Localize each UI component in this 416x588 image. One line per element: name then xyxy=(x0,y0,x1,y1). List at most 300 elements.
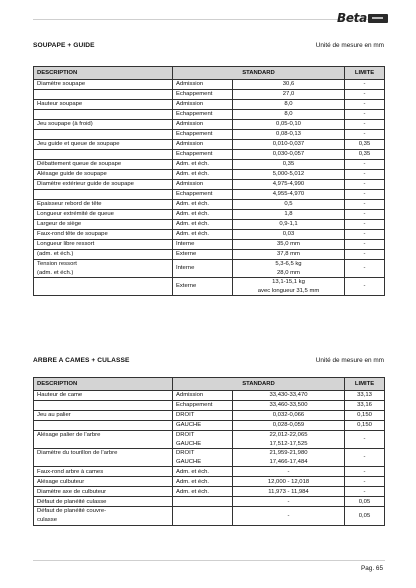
row-limit-value xyxy=(345,220,385,230)
row-condition xyxy=(173,391,233,401)
row-standard-value xyxy=(233,250,345,260)
row-description-line: Défaut de planéité couvre- xyxy=(37,508,107,515)
table-row xyxy=(34,487,385,497)
row-description-line: Jeu soupape (à froid) xyxy=(37,121,93,128)
row-condition xyxy=(173,487,233,497)
row-standard-value xyxy=(233,190,345,200)
row-limit-value-line: - xyxy=(363,181,366,188)
section-title-camshaft: ARBRE A CAMES + CULASSE xyxy=(33,357,130,364)
row-limit-value-line: 33,13 xyxy=(357,392,372,399)
row-condition-line: Adm. et éch. xyxy=(176,171,210,178)
table-header-row xyxy=(34,378,385,391)
row-standard-value-line: 30,6 xyxy=(282,81,295,88)
row-limit-value xyxy=(345,80,385,90)
row-condition xyxy=(173,230,233,240)
row-standard-value xyxy=(233,110,345,120)
row-description-line: Tension ressort xyxy=(37,261,77,267)
row-limit-value-line: - xyxy=(363,161,366,168)
column-header-description: DESCRIPTION xyxy=(34,378,173,391)
row-description xyxy=(34,449,173,467)
row-limit-value xyxy=(345,278,385,296)
row-condition-line: DROIT xyxy=(176,450,195,457)
row-description xyxy=(34,90,173,100)
row-description-line xyxy=(37,421,169,430)
table-row xyxy=(34,431,385,449)
row-limit-value-line: 0,150 xyxy=(357,422,372,429)
row-condition-line: Adm. et éch. xyxy=(176,468,210,475)
row-description-line xyxy=(37,150,169,159)
row-standard-value-line: 4,955-4,970 xyxy=(272,191,305,198)
row-description-line: Largeur de siège xyxy=(37,221,82,228)
row-description xyxy=(34,497,173,507)
row-description xyxy=(34,100,173,110)
row-condition-line: Admission xyxy=(176,81,204,88)
table-row xyxy=(34,467,385,477)
row-standard-value xyxy=(233,278,345,296)
row-condition-line: Admission xyxy=(176,141,204,148)
row-description-line xyxy=(37,110,169,119)
row-limit-value-line: - xyxy=(363,91,366,98)
row-condition-line: GAUCHE xyxy=(176,458,202,465)
row-limit-value-line: - xyxy=(363,221,366,228)
row-limit-value xyxy=(345,160,385,170)
row-limit-value xyxy=(345,449,385,467)
row-condition xyxy=(173,80,233,90)
table-row xyxy=(34,240,385,250)
row-limit-value-line: - xyxy=(363,488,366,495)
row-description-line: Faux-rond tête de soupape xyxy=(37,231,108,238)
row-standard-value-line: 13,1-15,1 kg xyxy=(272,279,305,286)
row-condition xyxy=(173,210,233,220)
row-condition xyxy=(173,240,233,250)
row-condition xyxy=(173,401,233,411)
row-description-line xyxy=(37,401,169,410)
table-row xyxy=(34,160,385,170)
row-standard-value-line: avec longueur 31,5 mm xyxy=(257,287,320,294)
table-row xyxy=(34,230,385,240)
row-condition-line xyxy=(176,498,229,507)
row-description-line: Longueur libre ressort xyxy=(37,241,95,248)
table-row xyxy=(34,250,385,260)
column-header-description: DESCRIPTION xyxy=(34,67,173,80)
section-title-valve: SOUPAPE + GUIDE xyxy=(33,42,95,49)
row-standard-value xyxy=(233,507,345,525)
row-condition-line: Admission xyxy=(176,121,204,128)
row-limit-value-line: 0,35 xyxy=(358,141,371,148)
row-limit-value xyxy=(345,120,385,130)
table-row xyxy=(34,477,385,487)
table-row xyxy=(34,80,385,90)
row-standard-value-line: 21,959-21,980 xyxy=(269,450,308,457)
row-condition xyxy=(173,180,233,190)
row-limit-value-line: - xyxy=(363,231,366,238)
row-limit-value xyxy=(345,130,385,140)
row-condition-line: Adm. et éch. xyxy=(176,211,210,218)
row-limit-value-line: - xyxy=(363,283,366,290)
row-limit-value xyxy=(345,260,385,278)
column-header-standard: STANDARD xyxy=(173,67,345,80)
row-standard-value-line: 0,9-1,1 xyxy=(279,221,298,228)
table-row xyxy=(34,90,385,100)
row-condition-line: Adm. et éch. xyxy=(176,221,210,228)
row-condition-line: Adm. et éch. xyxy=(176,161,210,168)
row-description xyxy=(34,260,173,278)
row-description xyxy=(34,487,173,497)
row-description-line: Diamètre du tourillon de l'arbre xyxy=(37,450,118,457)
row-limit-value-line: - xyxy=(363,241,366,248)
row-limit-value xyxy=(345,497,385,507)
row-standard-value xyxy=(233,467,345,477)
logo-mark-icon xyxy=(368,14,388,23)
row-limit-value xyxy=(345,401,385,411)
row-standard-value-line: 0,030-0,057 xyxy=(272,151,305,158)
row-standard-value-line: 22,012-22,065 xyxy=(269,432,308,438)
row-limit-value-line: - xyxy=(363,436,366,443)
table-row xyxy=(34,110,385,120)
row-description xyxy=(34,130,173,140)
table-row xyxy=(34,100,385,110)
row-condition-line: Interne xyxy=(176,241,195,248)
row-standard-value-line: 17,512-17,525 xyxy=(269,440,308,447)
row-limit-value xyxy=(345,140,385,150)
row-limit-value xyxy=(345,391,385,401)
row-description-line: Jeu guide et queue de soupape xyxy=(37,141,120,148)
row-limit-value xyxy=(345,240,385,250)
row-condition-line: Echappement xyxy=(176,402,213,409)
row-description xyxy=(34,240,173,250)
row-description xyxy=(34,180,173,190)
row-limit-value xyxy=(345,180,385,190)
row-condition-line: Admission xyxy=(176,392,204,399)
table-row xyxy=(34,401,385,411)
row-limit-value-line: - xyxy=(363,468,366,475)
row-standard-value-line: 8,0 xyxy=(284,111,293,118)
row-condition xyxy=(173,497,233,507)
row-limit-value xyxy=(345,487,385,497)
brand-logo xyxy=(337,11,388,25)
row-limit-value xyxy=(345,431,385,449)
camshaft-spec-table xyxy=(33,377,385,526)
footer-rule xyxy=(33,560,385,561)
row-standard-value-line: - xyxy=(287,498,290,505)
row-condition xyxy=(173,250,233,260)
row-condition-line: Adm. et éch. xyxy=(176,488,210,495)
row-description-line: (adm. et éch.) xyxy=(37,269,74,276)
row-condition-line: Adm. et éch. xyxy=(176,231,210,238)
row-standard-value-line: 37,8 mm xyxy=(277,251,300,258)
column-header-standard: STANDARD xyxy=(173,378,345,391)
row-standard-value xyxy=(233,180,345,190)
row-standard-value-line: 0,05-0,10 xyxy=(276,121,301,128)
row-condition xyxy=(173,220,233,230)
row-condition xyxy=(173,477,233,487)
row-condition-line: Externe xyxy=(176,251,197,258)
row-description xyxy=(34,190,173,200)
row-limit-value-line: 0,35 xyxy=(358,151,371,158)
row-standard-value xyxy=(233,240,345,250)
section-unit-camshaft: Unité de mesure en mm xyxy=(315,357,384,364)
row-standard-value-line: 0,5 xyxy=(284,201,293,208)
row-description-line xyxy=(37,190,169,199)
row-standard-value xyxy=(233,80,345,90)
row-description-line: Défaut de planéité culasse xyxy=(37,498,107,505)
table-row xyxy=(34,190,385,200)
row-description xyxy=(34,160,173,170)
row-description-line xyxy=(37,458,169,467)
table-row xyxy=(34,507,385,525)
row-condition xyxy=(173,140,233,150)
table-row xyxy=(34,449,385,467)
row-limit-value xyxy=(345,421,385,431)
row-condition-line: Echappement xyxy=(176,91,213,98)
row-standard-value xyxy=(233,477,345,487)
row-limit-value xyxy=(345,250,385,260)
row-description-line: Diamètre soupape xyxy=(37,81,86,88)
valve-spec-table xyxy=(33,66,385,296)
row-description xyxy=(34,507,173,525)
row-standard-value-line: 4,975-4,990 xyxy=(272,181,305,188)
row-standard-value-line: 0,35 xyxy=(282,161,295,168)
row-standard-value xyxy=(233,411,345,421)
row-limit-value-line: - xyxy=(363,191,366,198)
row-standard-value-line: - xyxy=(287,512,290,519)
row-description xyxy=(34,170,173,180)
row-condition xyxy=(173,200,233,210)
table-row xyxy=(34,391,385,401)
row-standard-value xyxy=(233,230,345,240)
row-standard-value xyxy=(233,210,345,220)
section-unit-valve: Unité de mesure en mm xyxy=(315,42,384,49)
table-row xyxy=(34,210,385,220)
row-standard-value-line: 1,8 xyxy=(284,211,293,218)
row-limit-value xyxy=(345,150,385,160)
row-condition xyxy=(173,120,233,130)
row-standard-value-line: 8,0 xyxy=(284,101,293,108)
row-description xyxy=(34,391,173,401)
row-limit-value-line: - xyxy=(363,251,366,258)
row-description-line xyxy=(37,90,169,99)
row-description-line: Diamètre extérieur guide de soupape xyxy=(37,181,134,188)
row-description-line: culasse xyxy=(37,516,57,523)
row-standard-value-line: 0,08-0,13 xyxy=(276,131,301,138)
row-description-line: Jeu au palier xyxy=(37,412,71,419)
table-row xyxy=(34,120,385,130)
row-standard-value-line: - xyxy=(287,468,290,475)
row-limit-value-line: 0,05 xyxy=(358,512,371,519)
row-description-line: Longueur extrémité de queue xyxy=(37,211,114,218)
row-description-line: (adm. et éch.) xyxy=(37,251,74,258)
logo-text: Beta xyxy=(337,11,367,25)
row-standard-value xyxy=(233,120,345,130)
table-row xyxy=(34,150,385,160)
row-condition xyxy=(173,411,233,421)
row-condition-line: Admission xyxy=(176,181,204,188)
row-description-line: Débattement queue de soupape xyxy=(37,161,122,168)
row-condition xyxy=(173,449,233,467)
row-limit-value-line: - xyxy=(363,454,366,461)
row-standard-value-line: 11,973 - 11,984 xyxy=(268,488,309,495)
row-standard-value xyxy=(233,431,345,449)
row-limit-value xyxy=(345,411,385,421)
row-limit-value-line: - xyxy=(363,265,366,272)
row-limit-value-line: - xyxy=(363,478,366,485)
row-standard-value-line: 33,460-33,500 xyxy=(269,402,308,409)
row-condition-line: Interne xyxy=(176,265,195,272)
table-row xyxy=(34,497,385,507)
row-standard-value xyxy=(233,260,345,278)
row-standard-value-line: 17,466-17,484 xyxy=(269,458,308,465)
row-description xyxy=(34,421,173,431)
row-description xyxy=(34,411,173,421)
row-condition xyxy=(173,170,233,180)
table-row xyxy=(34,220,385,230)
row-limit-value xyxy=(345,507,385,525)
row-description xyxy=(34,477,173,487)
row-description xyxy=(34,120,173,130)
row-limit-value-line: - xyxy=(363,211,366,218)
row-standard-value-line: 12,000 - 12,018 xyxy=(267,478,310,485)
row-limit-value-line: - xyxy=(363,201,366,208)
table-row xyxy=(34,170,385,180)
row-description xyxy=(34,250,173,260)
row-standard-value xyxy=(233,200,345,210)
row-standard-value xyxy=(233,401,345,411)
row-standard-value xyxy=(233,150,345,160)
row-condition-line xyxy=(176,512,229,521)
row-standard-value xyxy=(233,140,345,150)
row-description xyxy=(34,80,173,90)
row-limit-value xyxy=(345,110,385,120)
row-standard-value xyxy=(233,449,345,467)
row-description-line: Alésage culbuteur xyxy=(37,478,85,485)
table-row xyxy=(34,130,385,140)
row-condition-line: Echappement xyxy=(176,191,213,198)
table-row xyxy=(34,421,385,431)
row-condition xyxy=(173,507,233,525)
row-standard-value xyxy=(233,220,345,230)
header-rule xyxy=(33,19,378,20)
row-description xyxy=(34,150,173,160)
row-limit-value xyxy=(345,477,385,487)
row-description-line: Epaisseur rebord de tête xyxy=(37,201,102,208)
row-description-line xyxy=(37,287,169,296)
row-standard-value-line: 35,0 mm xyxy=(277,241,300,248)
row-condition-line: GAUCHE xyxy=(176,440,202,447)
row-condition-line: GAUCHE xyxy=(176,422,202,429)
row-standard-value xyxy=(233,160,345,170)
row-limit-value xyxy=(345,170,385,180)
row-limit-value-line: 33,16 xyxy=(357,402,372,409)
row-standard-value-line: 28,0 mm xyxy=(277,269,300,276)
row-condition-line: Echappement xyxy=(176,131,213,138)
table-row xyxy=(34,260,385,278)
row-description-line xyxy=(37,278,169,287)
row-description xyxy=(34,210,173,220)
row-standard-value xyxy=(233,497,345,507)
row-standard-value xyxy=(233,421,345,431)
row-standard-value xyxy=(233,90,345,100)
table-row xyxy=(34,200,385,210)
row-limit-value-line: 0,05 xyxy=(358,498,371,505)
row-standard-value xyxy=(233,130,345,140)
row-standard-value-line: 0,028-0,059 xyxy=(272,422,305,429)
row-standard-value xyxy=(233,391,345,401)
row-condition-line: Externe xyxy=(176,283,197,290)
row-condition-line: DROIT xyxy=(176,432,195,438)
row-condition xyxy=(173,160,233,170)
row-description-line: Hauteur soupape xyxy=(37,101,83,108)
row-standard-value xyxy=(233,487,345,497)
row-condition xyxy=(173,431,233,449)
table-header-row xyxy=(34,67,385,80)
row-limit-value-line: - xyxy=(363,131,366,138)
row-limit-value xyxy=(345,210,385,220)
row-standard-value xyxy=(233,170,345,180)
row-standard-value-line: 27,0 xyxy=(282,91,295,98)
row-description-line: Hauteur de came xyxy=(37,392,83,399)
row-description xyxy=(34,230,173,240)
row-condition-line: Admission xyxy=(176,101,204,108)
row-limit-value-line: - xyxy=(363,81,366,88)
row-condition-line: Echappement xyxy=(176,151,213,158)
row-description-line: Faux-rond arbre à cames xyxy=(37,468,104,475)
row-limit-value xyxy=(345,100,385,110)
table-row xyxy=(34,140,385,150)
column-header-limit: LIMITE xyxy=(345,378,385,391)
row-description xyxy=(34,278,173,296)
row-condition xyxy=(173,467,233,477)
table-row xyxy=(34,411,385,421)
row-standard-value-line: 0,032-0,066 xyxy=(272,412,305,419)
row-condition-line: Adm. et éch. xyxy=(176,478,210,485)
row-limit-value-line: - xyxy=(363,171,366,178)
row-condition xyxy=(173,150,233,160)
row-description xyxy=(34,431,173,449)
row-condition-line: DROIT xyxy=(176,412,195,419)
row-standard-value-line: 5,000-5,012 xyxy=(272,171,305,178)
row-description xyxy=(34,200,173,210)
table-row xyxy=(34,180,385,190)
row-description xyxy=(34,220,173,230)
row-condition-line: Echappement xyxy=(176,111,213,118)
row-condition xyxy=(173,130,233,140)
row-description-line: Diamètre axe de culbuteur xyxy=(37,488,107,495)
row-condition xyxy=(173,260,233,278)
row-limit-value xyxy=(345,230,385,240)
row-limit-value-line: - xyxy=(363,111,366,118)
row-condition xyxy=(173,100,233,110)
row-condition xyxy=(173,110,233,120)
row-standard-value-line: 0,03 xyxy=(282,231,295,238)
row-limit-value-line: - xyxy=(363,101,366,108)
row-description xyxy=(34,467,173,477)
row-limit-value xyxy=(345,467,385,477)
row-standard-value-line: 33,430-33,470 xyxy=(269,392,308,399)
row-standard-value-line: 5,3-6,5 kg xyxy=(275,261,302,267)
row-condition xyxy=(173,90,233,100)
row-condition-line: Adm. et éch. xyxy=(176,201,210,208)
row-limit-value-line: - xyxy=(363,121,366,128)
row-description xyxy=(34,401,173,411)
page-number: Pag. 65 xyxy=(360,565,383,572)
row-description xyxy=(34,140,173,150)
row-condition xyxy=(173,278,233,296)
row-description xyxy=(34,110,173,120)
row-limit-value xyxy=(345,190,385,200)
table-row xyxy=(34,278,385,296)
row-standard-value xyxy=(233,100,345,110)
row-description-line: Alésage guide de soupape xyxy=(37,171,107,178)
